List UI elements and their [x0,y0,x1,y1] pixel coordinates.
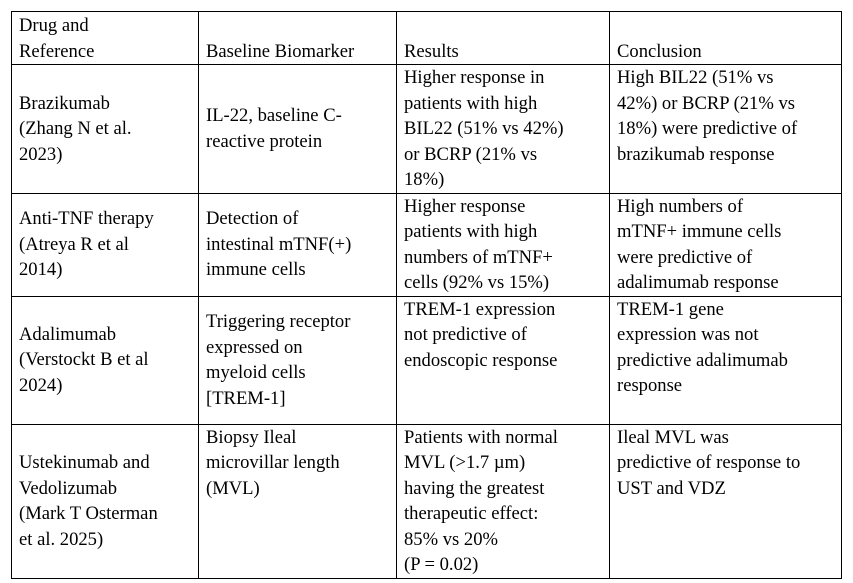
biomarker-cell: Triggering receptor expressed on myeloid cells [TREM-1] [199,296,397,424]
drug-cell: Ustekinumab and Vedolizumab (Mark T Osterman et al. 2025) [12,424,199,578]
drug-cell: Anti-TNF therapy (Atreya R et al 2014) [12,193,199,296]
biomarker-table [11,11,842,579]
results-cell: TREM-1 expression not predictive of endoscopic response [397,296,610,424]
table-row [12,424,842,578]
conclusion-cell: High numbers of mTNF+ immune cells were predictive of adalimumab response [610,193,842,296]
header-drug-reference: Drug and Reference [12,12,199,65]
header-row [12,12,842,65]
conclusion-cell: TREM-1 gene expression was not predictive adalimumab response [610,296,842,424]
results-cell: Patients with normal MVL (>1.7 µm) having the greatest therapeutic effect: 85% vs 20% (P = 0.02) [397,424,610,578]
table-row [12,65,842,194]
biomarker-cell: IL-22, baseline C- reactive protein [199,65,397,194]
table-row [12,193,842,296]
biomarker-cell: Detection of intestinal mTNF(+) immune cells [199,193,397,296]
biomarker-cell: Biopsy Ileal microvillar length (MVL) [199,424,397,578]
header-baseline-biomarker: Baseline Biomarker [199,12,397,65]
conclusion-cell: Ileal MVL was predictive of response to UST and VDZ [610,424,842,578]
results-cell: Higher response patients with high numbers of mTNF+ cells (92% vs 15%) [397,193,610,296]
drug-cell: Adalimumab (Verstockt B et al 2024) [12,296,199,424]
drug-cell: Brazikumab (Zhang N et al. 2023) [12,65,199,194]
header-conclusion: Conclusion [610,12,842,65]
results-cell: Higher response in patients with high BIL22 (51% vs 42%) or BCRP (21% vs 18%) [397,65,610,194]
conclusion-cell: High BIL22 (51% vs 42%) or BCRP (21% vs 18%) were predictive of brazikumab response [610,65,842,194]
table-row [12,296,842,424]
header-results: Results [397,12,610,65]
